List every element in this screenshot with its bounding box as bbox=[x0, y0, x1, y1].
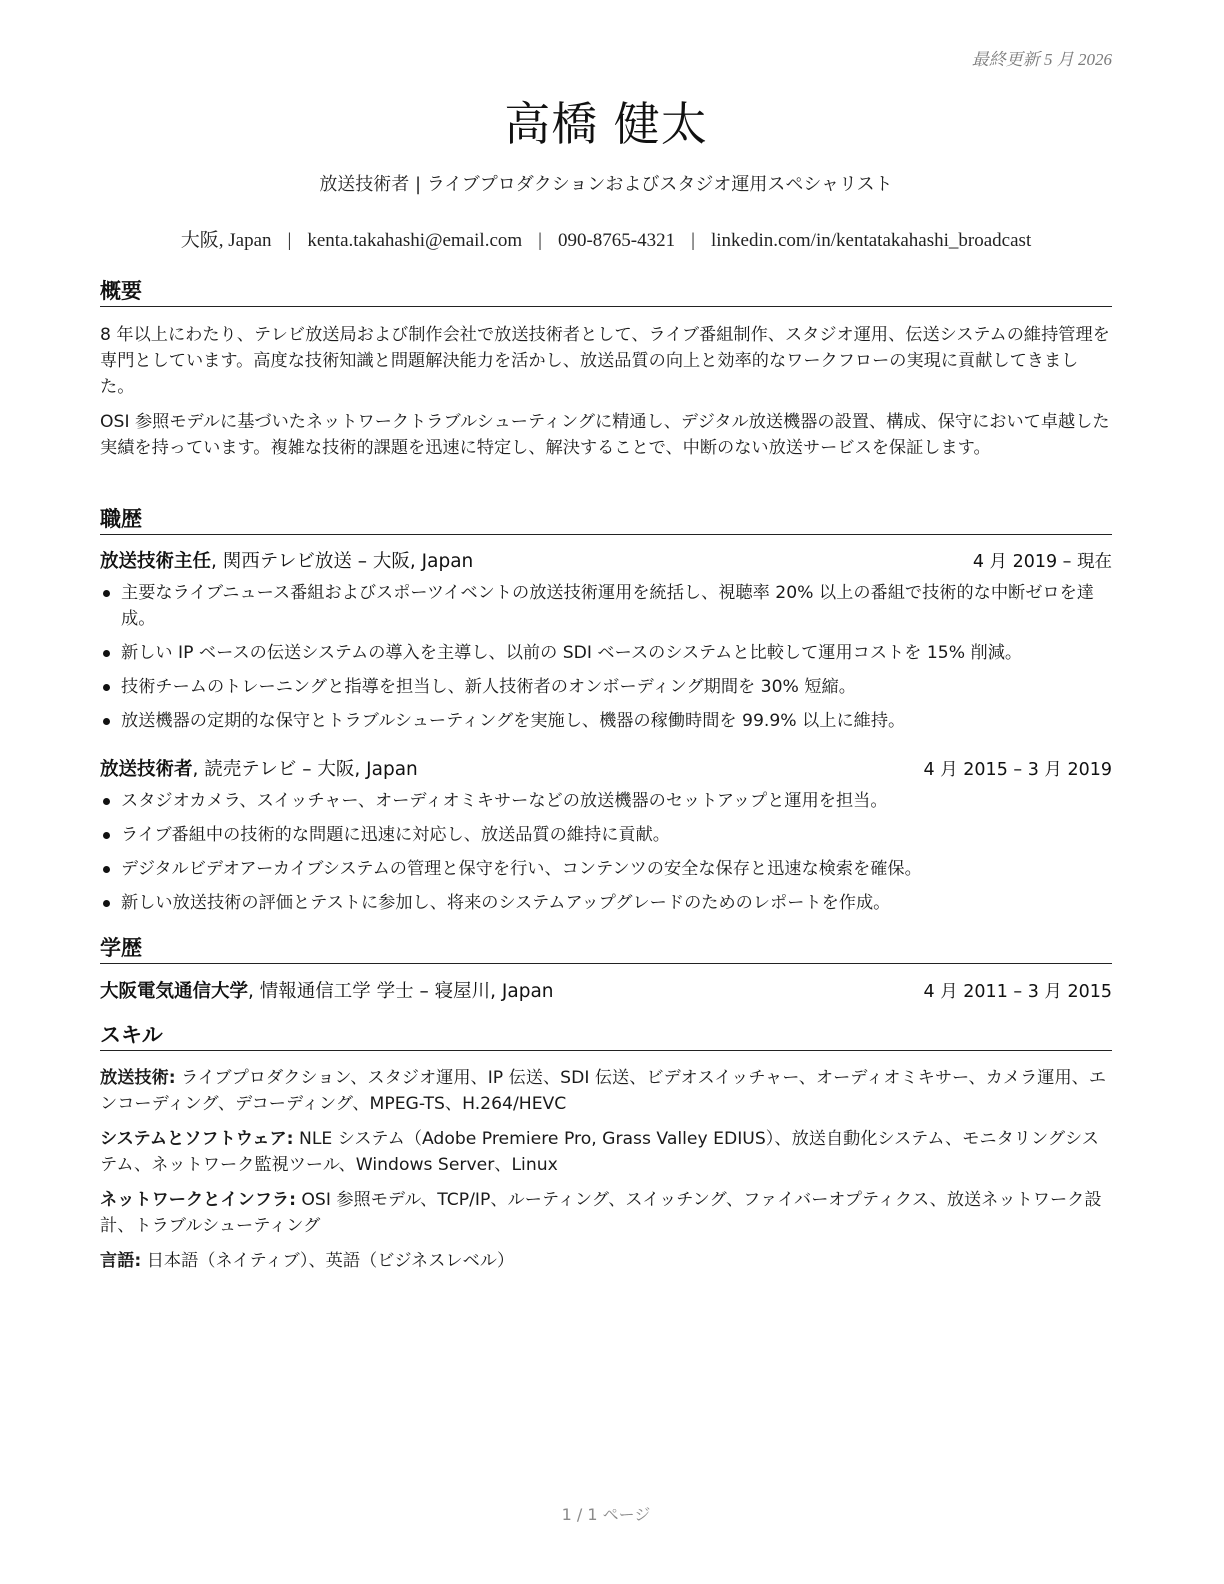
section-title-education: 学歴 bbox=[100, 935, 1112, 964]
summary-paragraph-1: 8 年以上にわたり、テレビ放送局および制作会社で放送技術者として、ライブ番組制作、スタジオ運用、伝送システムの維持管理を専門としています。高度な技術知識と問題解決能力を活かし、放送品質の向上と効率的なワークフローの実現に貢献してきました。 bbox=[100, 325, 1110, 397]
list-item bbox=[100, 640, 1112, 666]
resume-page bbox=[100, 0, 1112, 1584]
bullet-text: ライブ番組中の技術的な問題に迅速に対応し、放送品質の維持に貢献。 bbox=[121, 825, 670, 845]
contact-separator: | bbox=[538, 230, 542, 251]
skill-line bbox=[100, 1065, 1112, 1117]
list-item bbox=[100, 708, 1112, 734]
skill-label: ネットワークとインフラ: bbox=[100, 1190, 296, 1210]
contact-phone: 090-8765-4321 bbox=[557, 230, 676, 251]
contact-separator: | bbox=[287, 230, 292, 251]
tagline: 放送技術者 | ライブプロダクションおよびスタジオ運用スペシャリスト bbox=[319, 174, 893, 195]
bullet-text: 主要なライブニュース番組およびスポーツイベントの放送技術運用を統括し、視聴率 20% 以上の番組で技術的な中断ゼロを達成。 bbox=[121, 583, 1094, 629]
skill-line bbox=[100, 1187, 1112, 1239]
contact-email[interactable]: kenta.takahashi@email.com bbox=[307, 230, 523, 251]
last-updated: 最終更新 5 月 2026 bbox=[971, 50, 1112, 69]
list-item bbox=[100, 890, 1112, 916]
contact-separator: | bbox=[691, 230, 695, 251]
bullet-dot bbox=[103, 900, 110, 907]
skill-label: 放送技術: bbox=[100, 1068, 176, 1088]
bullet-dot bbox=[103, 684, 110, 691]
summary-paragraph-2: OSI 参照モデルに基づいたネットワークトラブルシューティングに精通し、デジタル放送機器の設置、構成、保守において卓越した実績を持っています。複雑な技術的課題を迅速に特定し、解決することで、中断のない放送サービスを保証します。 bbox=[100, 412, 1110, 458]
list-item bbox=[100, 856, 1112, 882]
section-title-experience: 職歴 bbox=[100, 506, 1112, 535]
bullet-text: 技術チームのトレーニングと指導を担当し、新人技術者のオンボーディング期間を 30% 短縮。 bbox=[121, 677, 856, 697]
bullet-text: 新しい放送技術の評価とテストに参加し、将来のシステムアップグレードのためのレポートを作成。 bbox=[121, 893, 891, 913]
section-title-skills: スキル bbox=[100, 1022, 1112, 1051]
skill-label: システムとソフトウェア: bbox=[100, 1129, 294, 1149]
bullet-dot bbox=[103, 650, 110, 657]
skill-text: OSI 参照モデル、TCP/IP、ルーティング、スイッチング、ファイバーオプティクス、放送ネットワーク設計、トラブルシューティング bbox=[100, 1190, 1102, 1236]
education-entry bbox=[100, 979, 1112, 1005]
skill-text: ライブプロダクション、スタジオ運用、IP 伝送、SDI 伝送、ビデオスイッチャー、オーディオミキサー、カメラ運用、エンコーディング、デコーディング、MPEG-TS、H.264/HEVC bbox=[100, 1068, 1107, 1114]
contact-linkedin[interactable]: linkedin.com/in/kentatakahashi_broadcast bbox=[710, 230, 1032, 251]
list-item bbox=[100, 580, 1112, 632]
bullet-dot bbox=[103, 832, 110, 839]
job-role: 放送技術者 bbox=[100, 759, 193, 780]
list-item bbox=[100, 674, 1112, 700]
job-header bbox=[100, 549, 1112, 575]
bullet-dot bbox=[103, 866, 110, 873]
bullet-dot bbox=[103, 590, 110, 597]
page-indicator: 1 / 1 ページ bbox=[561, 1505, 651, 1524]
contact-location: 大阪, Japan bbox=[180, 230, 272, 251]
bullet-dot bbox=[103, 798, 110, 805]
education-dates: 4 月 2011 – 3 月 2015 bbox=[923, 982, 1112, 1002]
job-bullets bbox=[100, 788, 1112, 924]
job-org: , 関西テレビ放送 – 大阪, Japan bbox=[211, 551, 474, 572]
job-dates: 4 月 2019 – 現在 bbox=[972, 552, 1112, 572]
candidate-name: 高橋 健太 bbox=[504, 97, 708, 151]
skill-line bbox=[100, 1126, 1112, 1178]
bullet-text: デジタルビデオアーカイブシステムの管理と保守を行い、コンテンツの安全な保存と迅速な検索を確保。 bbox=[121, 859, 922, 879]
skill-line bbox=[100, 1248, 1112, 1274]
bullet-dot bbox=[103, 718, 110, 725]
list-item bbox=[100, 822, 1112, 848]
list-item bbox=[100, 788, 1112, 814]
job-org: , 読売テレビ – 大阪, Japan bbox=[192, 759, 418, 780]
job-role: 放送技術主任 bbox=[100, 551, 212, 572]
skill-label: 言語: bbox=[100, 1251, 142, 1271]
contact-line bbox=[100, 225, 1112, 252]
job-header bbox=[100, 757, 1112, 783]
skill-text: NLE システム（Adobe Premiere Pro, Grass Valley EDIUS）、放送自動化システム、モニタリングシステム、ネットワーク監視ツール、Windows Server、Linux bbox=[100, 1129, 1099, 1175]
bullet-text: スタジオカメラ、スイッチャー、オーディオミキサーなどの放送機器のセットアップと運用を担当。 bbox=[121, 791, 888, 811]
education-school: 大阪電気通信大学 bbox=[100, 981, 249, 1002]
skill-text: 日本語（ネイティブ）、英語（ビジネスレベル） bbox=[141, 1251, 515, 1271]
bullet-text: 放送機器の定期的な保守とトラブルシューティングを実施し、機器の稼働時間を 99.9% 以上に維持。 bbox=[121, 711, 906, 731]
education-detail: , 情報通信工学 学士 – 寝屋川, Japan bbox=[248, 981, 554, 1002]
job-bullets bbox=[100, 580, 1112, 742]
section-title-summary: 概要 bbox=[100, 278, 1112, 307]
bullet-text: 新しい IP ベースの伝送システムの導入を主導し、以前の SDI ベースのシステムと比較して運用コストを 15% 削減。 bbox=[121, 643, 1023, 663]
job-dates: 4 月 2015 – 3 月 2019 bbox=[923, 760, 1112, 780]
